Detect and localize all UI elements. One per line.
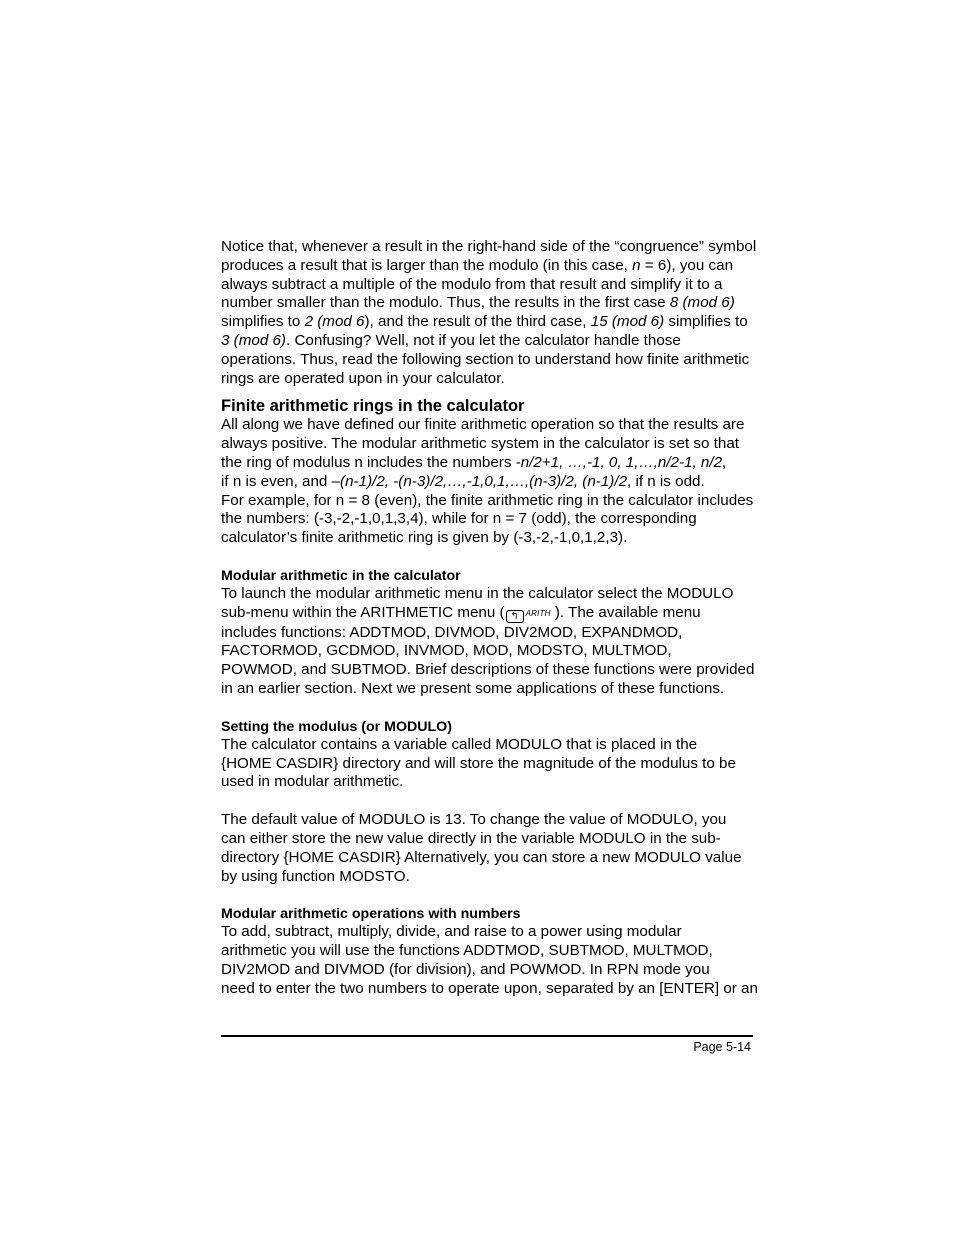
text-line: includes functions: ADDTMOD, DIVMOD, DIV2MOD, EXPANDMOD, [221,623,683,641]
text-line: always subtract a multiple of the modulo from that result and simplify it to a [221,275,723,293]
page-number: Page 5-14 [693,1040,751,1054]
text-line: arithmetic you will use the functions ADDTMOD, SUBTMOD, MULTMOD, [221,942,713,960]
text-line: in an earlier section. Next we present some applications of these functions. [221,679,725,697]
paragraph-modulo-variable [221,736,753,792]
text-line: Notice that, whenever a result in the right-hand side of the “congruence” symbol [221,238,757,255]
text-line: sub-menu within the ARITHMETIC menu ( ↰ ARITH ). The available menu [221,603,701,622]
text-line: To launch the modular arithmetic menu in the calculator select the MODULO [221,584,734,602]
text-line: by using function MODSTO. [221,867,410,885]
text-line: simplifies to 2 (mod 6), and the result of the third case, 15 (mod 6) simplifies to [221,313,748,331]
text-line: can either store the new value directly in the variable MODULO in the sub- [221,829,721,847]
footer-rule [221,1035,753,1037]
subheading-modular-arithmetic: Modular arithmetic in the calculator [221,567,461,584]
paragraph-modular-menu [221,585,753,699]
text-line: need to enter the two numbers to operate upon, separated by an [ENTER] or an [221,979,758,997]
page-body [221,238,758,999]
text-line: directory {HOME CASDIR} Alternatively, you can store a new MODULO value [221,848,742,866]
spacer [221,699,753,718]
text-line: calculator’s finite arithmetic ring is given by (-3,-2,-1,0,1,2,3). [221,529,628,547]
text-line: produces a result that is larger than the modulo (in this case, n = 6), you can [221,256,734,274]
text-line: {HOME CASDIR} directory and will store the magnitude of the modulus to be [221,754,736,772]
subheading-modular-operations: Modular arithmetic operations with numbers [221,906,521,923]
paragraph-modulo-default [221,811,753,886]
text-line: number smaller than the modulo. Thus, the results in the first case 8 (mod 6) [221,294,735,312]
text-line: The default value of MODULO is 13. To change the value of MODULO, you [221,811,727,829]
text-line: To add, subtract, multiply, divide, and raise to a power using modular [221,923,682,941]
text-line: always positive. The modular arithmetic system in the calculator is set so that [221,435,739,453]
text-line: All along we have defined our finite arithmetic operation so that the results are [221,416,745,434]
section-heading-finite-rings: Finite arithmetic rings in the calculator [221,397,525,416]
text-line: the ring of modulus n includes the numbers -n/2+1, …,-1, 0, 1,…,n/2-1, n/2, [221,453,727,471]
text-line: The calculator contains a variable called MODULO that is placed in the [221,735,698,753]
paragraph-congruence-note [221,238,757,388]
text-line: rings are operated upon in your calculator. [221,369,505,387]
arith-key-label: ARITH [525,608,551,618]
text-line: if n is even, and –(n-1)/2, -(n-3)/2,…,-1,0,1,…,(n-3)/2, (n-1)/2, if n is odd. [221,472,705,490]
paragraph-finite-rings [221,416,753,548]
text-line: FACTORMOD, GCDMOD, INVMOD, MOD, MODSTO, MULTMOD, [221,642,672,660]
subheading-setting-modulus: Setting the modulus (or MODULO) [221,718,452,735]
text-line: used in modular arithmetic. [221,773,404,791]
text-line: 3 (mod 6). Confusing? Well, not if you let the calculator handle those [221,331,681,349]
text-line: the numbers: (-3,-2,-1,0,1,3,4), while for n = 7 (odd), the corresponding [221,510,697,528]
spacer [221,886,753,905]
text-line: POWMOD, and SUBTMOD. Brief descriptions of these functions were provided [221,661,755,679]
spacer [221,548,753,567]
text-line: DIV2MOD and DIVMOD (for division), and POWMOD. In RPN mode you [221,960,710,978]
left-shift-key-icon: ↰ [506,610,524,623]
paragraph-modular-operations [221,923,758,998]
text-line: operations. Thus, read the following section to understand how finite arithmetic [221,350,750,368]
text-line: For example, for n = 8 (even), the finite arithmetic ring in the calculator includes [221,491,754,509]
spacer [221,792,753,811]
